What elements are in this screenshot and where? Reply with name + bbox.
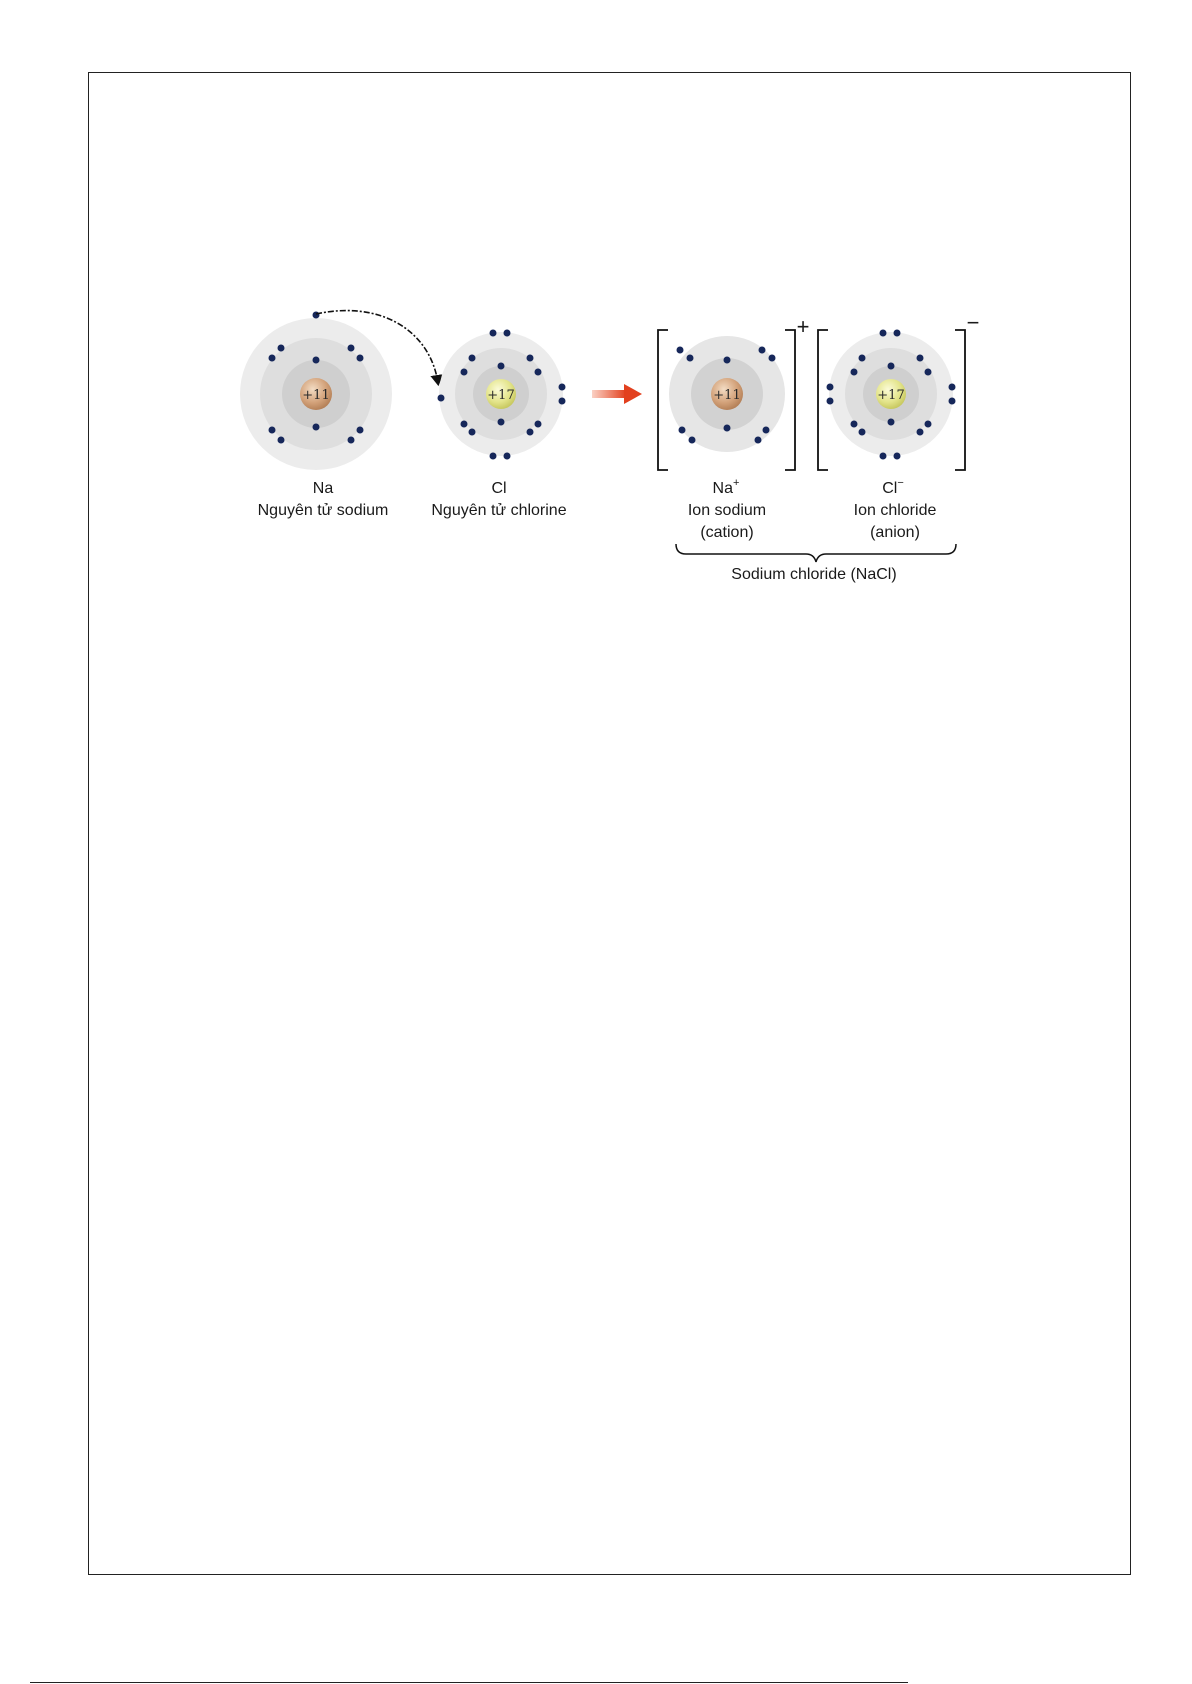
cl-atom-symbol: Cl bbox=[491, 480, 507, 497]
na-ion-symbol: Na+ bbox=[712, 477, 740, 497]
cl-atom bbox=[431, 330, 566, 520]
na-ion bbox=[658, 314, 809, 541]
cl-ion-bracket-right bbox=[955, 330, 965, 470]
compound-label: Sodium chloride (NaCl) bbox=[731, 566, 897, 583]
na-ion-charge: + bbox=[796, 314, 810, 339]
na-atom bbox=[240, 312, 392, 520]
cl-ion-bracket-left bbox=[818, 330, 828, 470]
na-atom-symbol: Na bbox=[312, 480, 334, 497]
cl-ion bbox=[818, 310, 979, 541]
cl-atom-name: Nguyên tử chlorine bbox=[431, 502, 567, 519]
na-valence-electron bbox=[313, 312, 320, 319]
na-ion-nucleus-label: +11 bbox=[713, 388, 741, 403]
na-ion-bracket-right bbox=[785, 330, 795, 470]
cl-ion-charge: − bbox=[966, 310, 980, 335]
na-ion-name: Ion sodium bbox=[687, 502, 767, 519]
cl-ion-name: Ion chloride bbox=[853, 502, 937, 519]
compound-brace bbox=[676, 544, 956, 562]
cl-ion-symbol: Cl− bbox=[882, 477, 904, 497]
reaction-arrow bbox=[592, 384, 642, 404]
cl-nucleus-label: +17 bbox=[487, 388, 515, 403]
na-ion-bracket-left bbox=[658, 330, 668, 470]
na-ion-type: (cation) bbox=[700, 524, 754, 541]
na-atom-name: Nguyên tử sodium bbox=[257, 502, 389, 519]
cl-ion-nucleus-label: +17 bbox=[877, 388, 905, 403]
na-nucleus-label: +11 bbox=[302, 388, 330, 403]
cl-ion-type: (anion) bbox=[870, 524, 920, 541]
